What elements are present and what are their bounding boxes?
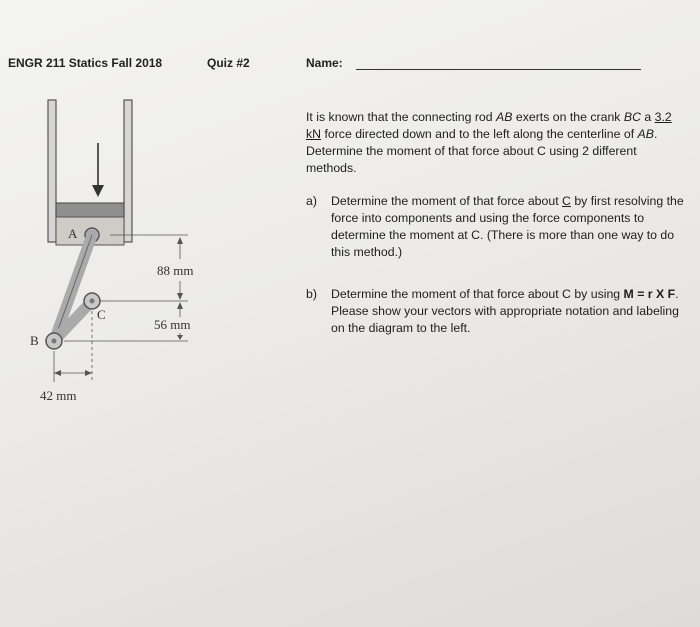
course-title: ENGR 211 Statics Fall 2018 (8, 56, 163, 70)
dim-arrow-icon (177, 293, 183, 300)
part-a-label: a) (306, 194, 317, 208)
label-b: B (30, 333, 39, 348)
part-b-text: Determine the moment of that force about C by using M = r X F. Please show your vectors with appropriate notation and labeling on the diagram to the left. (331, 287, 679, 335)
dim-88-label: 88 mm (157, 263, 194, 278)
dim-42-label: 42 mm (40, 388, 77, 403)
arrow-head-icon (92, 185, 104, 197)
piston-crank-diagram (20, 95, 250, 415)
problem-statement: It is known that the connecting rod AB exerts on the crank BC a 3.2 kN force directed down and to the left along the centerline of AB. Determine the moment of that force about C using 2 different methods. (306, 110, 672, 175)
name-blank-line (356, 69, 641, 70)
cylinder-right-wall (124, 100, 132, 242)
piston-top (56, 203, 124, 217)
dim-arrow-icon (177, 302, 183, 309)
pin-b-center-icon (52, 339, 57, 344)
dim-56-label: 56 mm (154, 317, 191, 332)
label-c: C (97, 307, 106, 322)
dim-arrow-icon (54, 370, 61, 376)
name-label: Name: (306, 56, 343, 70)
label-a: A (68, 226, 78, 241)
part-a-text: Determine the moment of that force about C by first resolving the force into components and using the force components to determine the moment at C. (There is more than one way to do this method.) (331, 194, 684, 259)
cylinder-left-wall (48, 100, 56, 242)
pin-c-center-icon (90, 299, 95, 304)
dim-arrow-icon (177, 237, 183, 244)
part-b-label: b) (306, 287, 317, 301)
dim-arrow-icon (177, 335, 183, 340)
dim-arrow-icon (85, 370, 92, 376)
quiz-number: Quiz #2 (207, 56, 250, 70)
